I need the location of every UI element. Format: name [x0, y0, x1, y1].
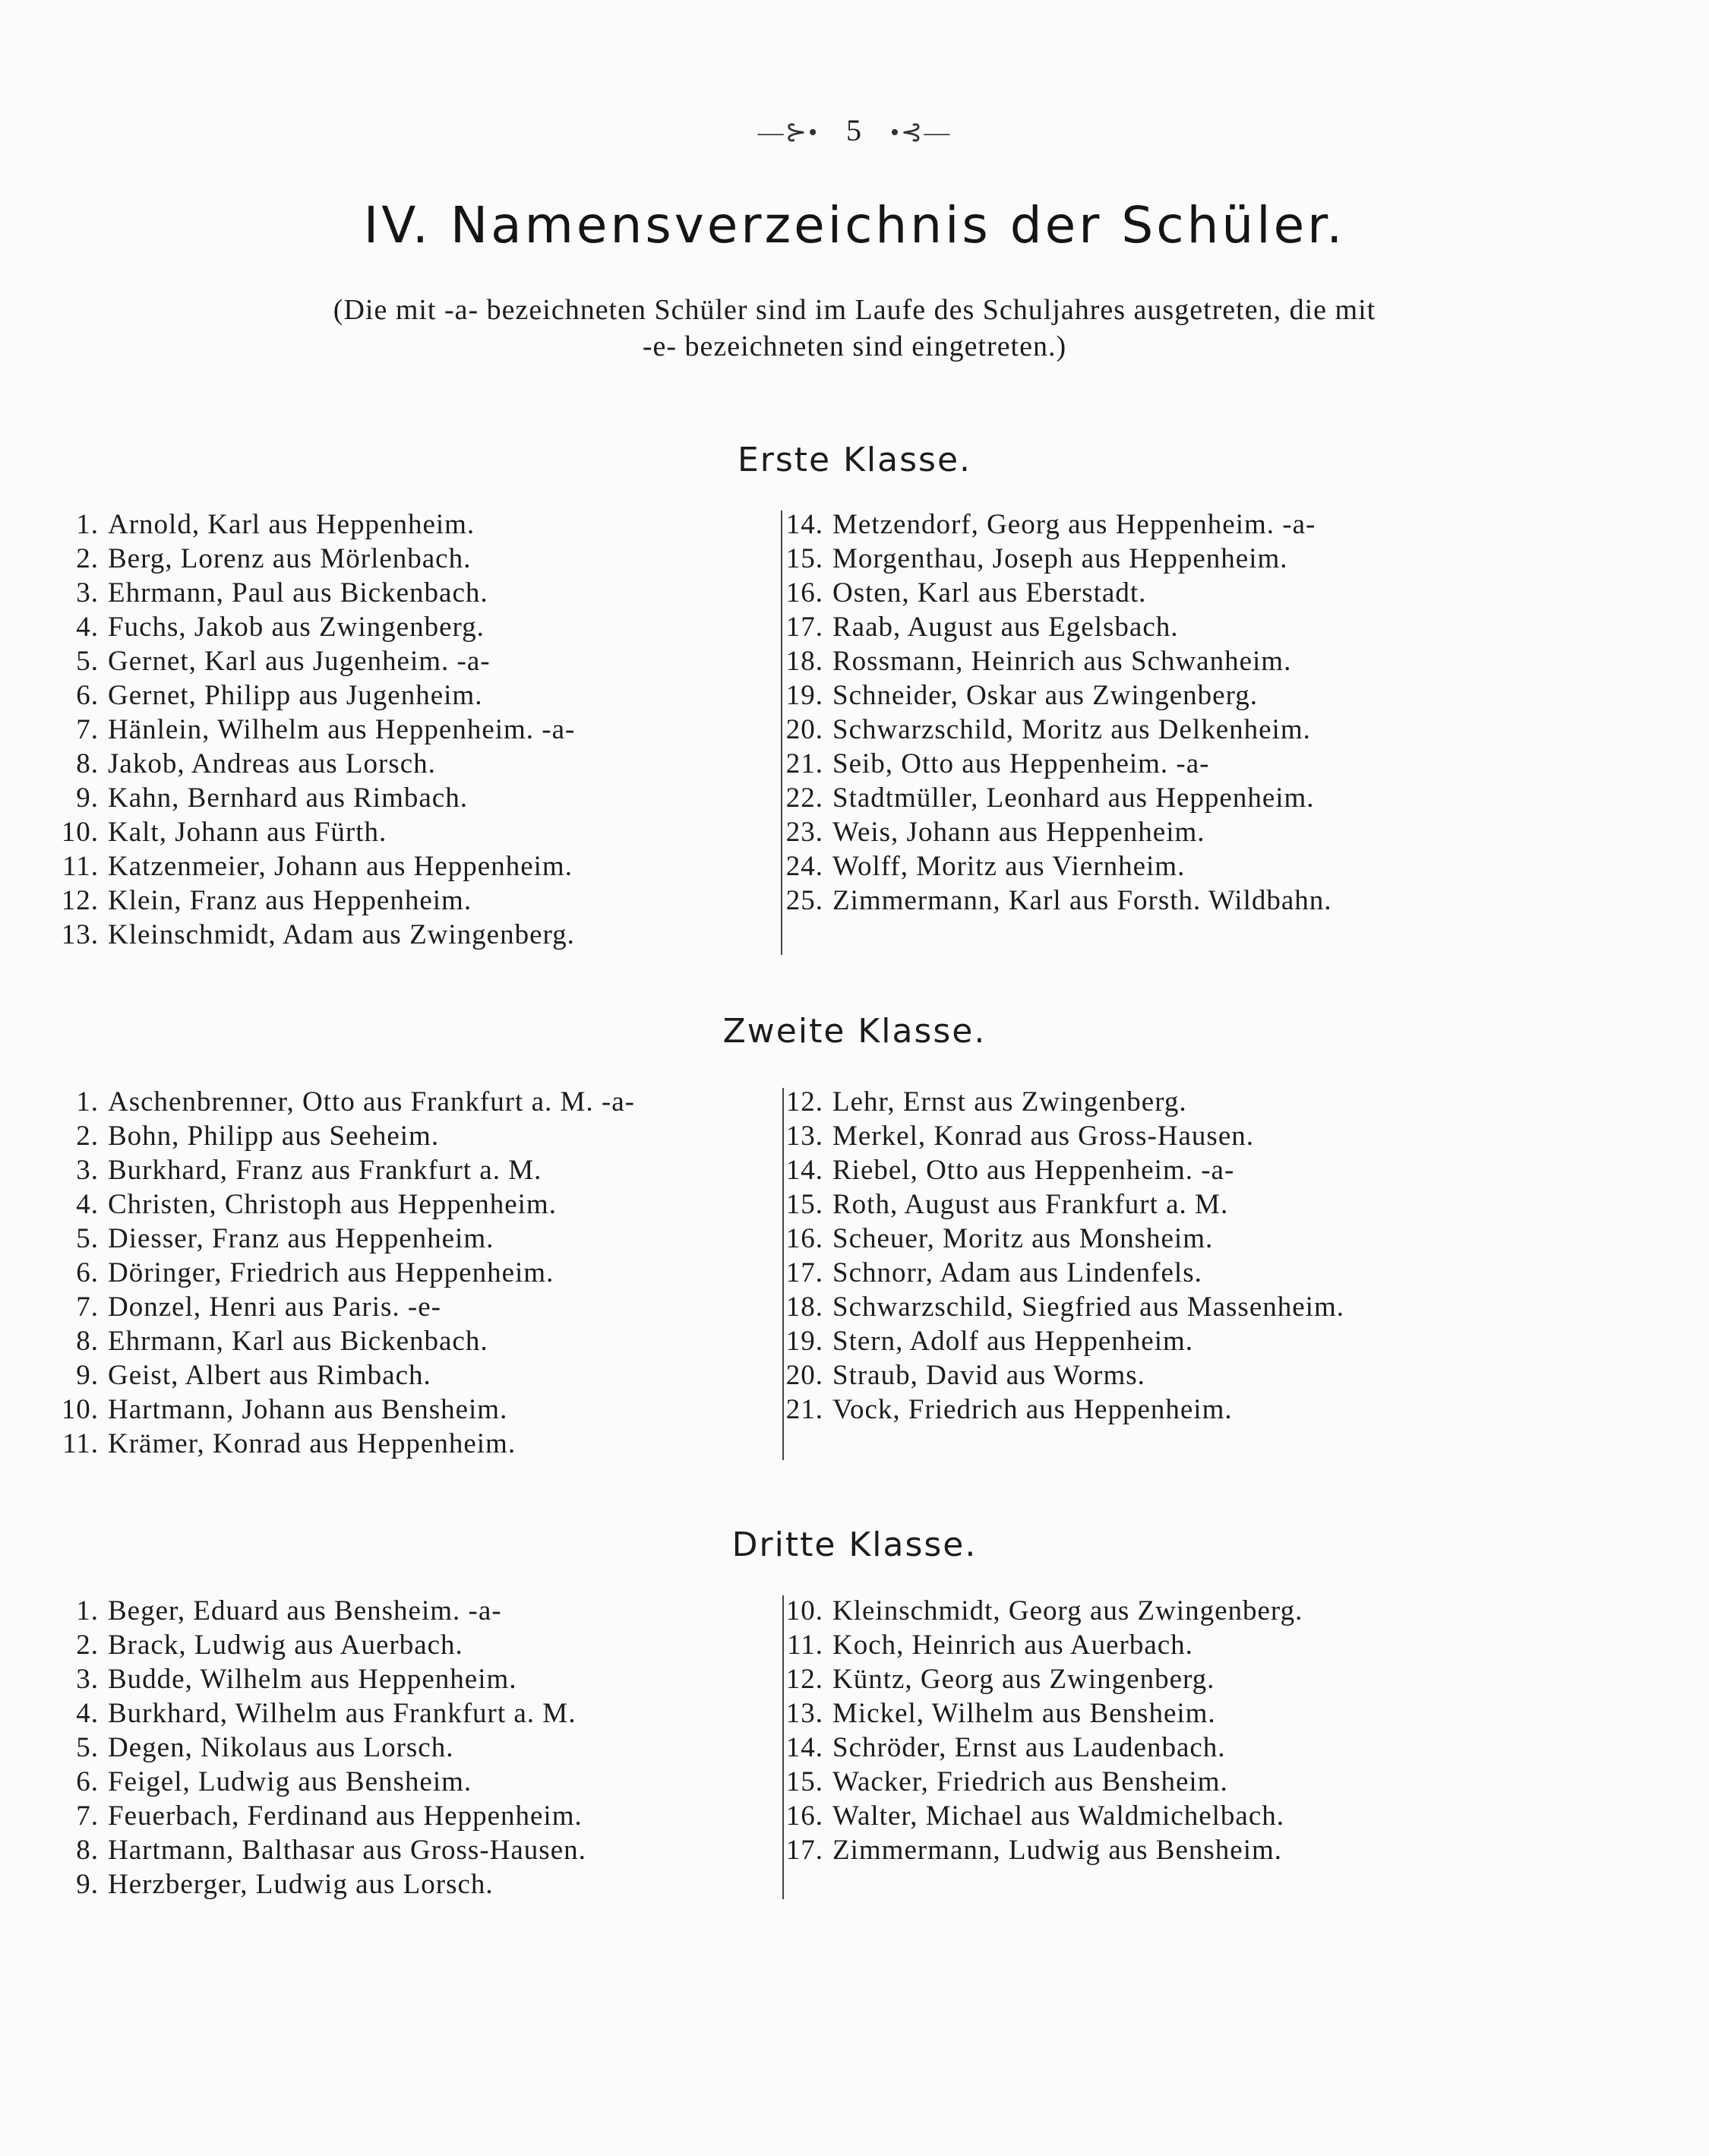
student-name: Brack, Ludwig aus Auerbach. [108, 1630, 463, 1661]
student-number: 9. [76, 1360, 99, 1391]
student-entry [46, 1731, 586, 1765]
student-name: Merkel, Konrad aus Gross-Hausen. [832, 1121, 1255, 1152]
student-entry [46, 1256, 635, 1290]
zweite-left-column [46, 1085, 635, 1461]
student-number: 16. [785, 1223, 823, 1254]
student-number: 3. [76, 1155, 99, 1186]
student-number: 18. [785, 1291, 823, 1323]
student-name: Metzendorf, Georg aus Heppenheim. -a- [832, 509, 1316, 540]
class-heading-zweite: Zweite Klasse. [722, 1012, 987, 1051]
student-entry [46, 747, 575, 781]
student-entry [761, 678, 1332, 713]
student-entry [46, 1222, 635, 1256]
student-name: Donzel, Henri aus Paris. -e- [108, 1291, 441, 1323]
student-number: 5. [76, 646, 99, 677]
student-number: 17. [785, 1257, 823, 1288]
student-number: 20. [785, 714, 823, 745]
student-name: Gernet, Philipp aus Jugenheim. [108, 680, 483, 711]
student-name: Straub, David aus Worms. [832, 1360, 1145, 1391]
student-name: Schnorr, Adam aus Lindenfels. [832, 1257, 1202, 1288]
student-number: 10. [61, 1394, 99, 1425]
student-entry [46, 781, 575, 815]
student-entry [46, 1799, 586, 1833]
student-name: Diesser, Franz aus Heppenheim. [108, 1223, 494, 1254]
student-entry [761, 1085, 1344, 1119]
ornament-left: —⊱• [757, 119, 819, 147]
student-number: 13. [61, 919, 99, 950]
student-entry [46, 1290, 635, 1324]
student-name: Herzberger, Ludwig aus Lorsch. [108, 1869, 494, 1900]
student-entry [761, 1358, 1344, 1393]
student-name: Lehr, Ernst aus Zwingenberg. [832, 1086, 1187, 1118]
student-number: 12. [785, 1664, 823, 1695]
dritte-left-column [46, 1594, 586, 1902]
student-name: Bohn, Philipp aus Seeheim. [108, 1121, 440, 1152]
student-entry [46, 610, 575, 644]
student-name: Kleinschmidt, Georg aus Zwingenberg. [832, 1595, 1303, 1626]
student-number: 21. [785, 1394, 823, 1425]
student-number: 25. [785, 885, 823, 916]
student-name: Berg, Lorenz aus Mörlenbach. [108, 543, 472, 574]
student-name: Budde, Wilhelm aus Heppenheim. [108, 1664, 517, 1695]
student-entry [761, 1799, 1303, 1833]
student-entry [761, 1153, 1344, 1187]
student-name: Seib, Otto aus Heppenheim. -a- [832, 748, 1210, 779]
student-name: Riebel, Otto aus Heppenheim. -a- [832, 1155, 1235, 1186]
student-number: 1. [76, 1595, 99, 1626]
student-name: Hänlein, Wilhelm aus Heppenheim. -a- [108, 714, 576, 745]
student-number: 17. [785, 612, 823, 643]
student-entry [46, 815, 575, 849]
student-entry [761, 1290, 1344, 1324]
page-number-line [0, 112, 1709, 148]
class-heading-erste: Erste Klasse. [737, 441, 972, 479]
student-entry [761, 1222, 1344, 1256]
student-number: 16. [785, 577, 823, 609]
student-number: 3. [76, 577, 99, 609]
student-number: 13. [785, 1121, 823, 1152]
student-entry [761, 815, 1332, 849]
student-name: Wolff, Moritz aus Viernheim. [832, 851, 1186, 882]
student-entry [761, 849, 1332, 884]
student-name: Weis, Johann aus Heppenheim. [832, 817, 1205, 848]
student-name: Walter, Michael aus Waldmichelbach. [832, 1800, 1285, 1832]
student-entry [46, 1427, 635, 1461]
student-entry [46, 1662, 586, 1696]
student-entry [46, 1393, 635, 1427]
student-name: Osten, Karl aus Eberstadt. [832, 577, 1147, 609]
student-number: 3. [76, 1664, 99, 1695]
student-name: Feigel, Ludwig aus Bensheim. [108, 1766, 472, 1797]
zweite-right-column [761, 1085, 1344, 1427]
student-name: Roth, August aus Frankfurt a. M. [832, 1189, 1229, 1220]
student-number: 9. [76, 1869, 99, 1900]
student-entry [46, 1696, 586, 1731]
student-number: 24. [785, 851, 823, 882]
student-name: Arnold, Karl aus Heppenheim. [108, 509, 475, 540]
student-entry [761, 507, 1332, 542]
student-name: Döringer, Friedrich aus Heppenheim. [108, 1257, 554, 1288]
student-name: Jakob, Andreas aus Lorsch. [108, 748, 436, 779]
student-number: 8. [76, 1326, 99, 1357]
student-number: 21. [785, 748, 823, 779]
dritte-right-column [761, 1594, 1303, 1867]
student-entry [46, 1085, 635, 1119]
student-entry [761, 1662, 1303, 1696]
student-number: 18. [785, 646, 823, 677]
student-name: Küntz, Georg aus Zwingenberg. [832, 1664, 1215, 1695]
student-name: Katzenmeier, Johann aus Heppenheim. [108, 851, 573, 882]
student-number: 2. [76, 1630, 99, 1661]
student-name: Fuchs, Jakob aus Zwingenberg. [108, 612, 485, 643]
student-name: Morgenthau, Joseph aus Heppenheim. [832, 543, 1288, 574]
student-number: 8. [76, 1835, 99, 1866]
student-name: Krämer, Konrad aus Heppenheim. [108, 1428, 516, 1459]
student-number: 11. [62, 1428, 99, 1459]
erste-right-column [761, 507, 1332, 918]
student-number: 8. [76, 748, 99, 779]
student-name: Kleinschmidt, Adam aus Zwingenberg. [108, 919, 575, 950]
student-entry [46, 1833, 586, 1867]
student-number: 23. [785, 817, 823, 848]
student-number: 6. [76, 1257, 99, 1288]
student-name: Ehrmann, Paul aus Bickenbach. [108, 577, 488, 609]
student-name: Schwarzschild, Siegfried aus Massenheim. [832, 1291, 1344, 1323]
page-title: IV. Namensverzeichnis der Schüler. [363, 196, 1346, 254]
student-name: Schwarzschild, Moritz aus Delkenheim. [832, 714, 1311, 745]
student-number: 13. [785, 1698, 823, 1729]
student-name: Hartmann, Johann aus Bensheim. [108, 1394, 508, 1425]
student-number: 4. [76, 612, 99, 643]
student-number: 15. [785, 1189, 823, 1220]
student-entry [761, 713, 1332, 747]
student-number: 5. [76, 1223, 99, 1254]
student-number: 1. [76, 1086, 99, 1118]
legend-note [0, 292, 1709, 365]
student-name: Vock, Friedrich aus Heppenheim. [832, 1394, 1233, 1425]
student-entry [46, 678, 575, 713]
student-name: Beger, Eduard aus Bensheim. -a- [108, 1595, 502, 1626]
student-number: 9. [76, 782, 99, 814]
student-entry [46, 849, 575, 884]
student-number: 14. [785, 1732, 823, 1763]
student-number: 2. [76, 543, 99, 574]
student-number: 17. [785, 1835, 823, 1866]
student-entry [46, 713, 575, 747]
student-name: Stadtmüller, Leonhard aus Heppenheim. [832, 782, 1315, 814]
student-entry [761, 1393, 1344, 1427]
class-heading-dritte: Dritte Klasse. [731, 1525, 978, 1564]
student-entry [46, 576, 575, 610]
student-number: 14. [785, 1155, 823, 1186]
student-entry [761, 1256, 1344, 1290]
student-name: Koch, Heinrich aus Auerbach. [832, 1630, 1193, 1661]
student-name: Scheuer, Moritz aus Monsheim. [832, 1223, 1214, 1254]
student-name: Stern, Adolf aus Heppenheim. [832, 1326, 1193, 1357]
student-name: Mickel, Wilhelm aus Bensheim. [832, 1698, 1216, 1729]
student-entry [761, 884, 1332, 918]
student-number: 10. [785, 1595, 823, 1626]
student-number: 12. [785, 1086, 823, 1118]
student-entry [761, 1119, 1344, 1153]
student-entry [46, 542, 575, 576]
student-entry [761, 1731, 1303, 1765]
student-number: 12. [61, 885, 99, 916]
student-number: 6. [76, 1766, 99, 1797]
student-number: 19. [785, 680, 823, 711]
student-entry [761, 781, 1332, 815]
student-entry [46, 1119, 635, 1153]
student-number: 4. [76, 1698, 99, 1729]
student-entry [46, 644, 575, 678]
student-number: 7. [76, 714, 99, 745]
student-entry [761, 1594, 1303, 1628]
student-entry [46, 884, 575, 918]
student-number: 20. [785, 1360, 823, 1391]
student-number: 16. [785, 1800, 823, 1832]
student-number: 7. [76, 1291, 99, 1323]
student-number: 10. [61, 817, 99, 848]
legend-note-line-2: -e- bezeichneten sind eingetreten.) [642, 330, 1067, 362]
student-entry [761, 1765, 1303, 1799]
page-number: 5 [846, 113, 863, 147]
student-name: Hartmann, Balthasar aus Gross-Hausen. [108, 1835, 586, 1866]
student-number: 14. [785, 509, 823, 540]
student-name: Geist, Albert aus Rimbach. [108, 1360, 431, 1391]
student-number: 7. [76, 1800, 99, 1832]
student-name: Schröder, Ernst aus Laudenbach. [832, 1732, 1226, 1763]
student-name: Klein, Franz aus Heppenheim. [108, 885, 472, 916]
ornament-right: •⊰— [890, 119, 952, 147]
student-entry [761, 1324, 1344, 1358]
student-entry [46, 1765, 586, 1799]
student-name: Zimmermann, Ludwig aus Bensheim. [832, 1835, 1283, 1866]
student-entry [761, 1187, 1344, 1222]
student-entry [46, 1153, 635, 1187]
student-entry [46, 507, 575, 542]
student-number: 19. [785, 1326, 823, 1357]
student-number: 1. [76, 509, 99, 540]
student-name: Zimmermann, Karl aus Forsth. Wildbahn. [832, 885, 1332, 916]
student-entry [46, 1358, 635, 1393]
student-name: Kahn, Bernhard aus Rimbach. [108, 782, 468, 814]
student-entry [46, 1324, 635, 1358]
student-name: Raab, August aus Egelsbach. [832, 612, 1179, 643]
legend-note-line-1: (Die mit -a- bezeichneten Schüler sind im Laufe des Schuljahres ausgetreten, die mit [333, 294, 1376, 326]
student-entry [761, 542, 1332, 576]
student-entry [761, 644, 1332, 678]
student-entry [761, 1833, 1303, 1867]
student-number: 4. [76, 1189, 99, 1220]
student-name: Christen, Christoph aus Heppenheim. [108, 1189, 557, 1220]
student-name: Burkhard, Franz aus Frankfurt a. M. [108, 1155, 542, 1186]
student-number: 6. [76, 680, 99, 711]
student-entry [46, 1187, 635, 1222]
student-name: Rossmann, Heinrich aus Schwanheim. [832, 646, 1292, 677]
student-entry [46, 1594, 586, 1628]
student-name: Feuerbach, Ferdinand aus Heppenheim. [108, 1800, 583, 1832]
student-entry [46, 1628, 586, 1662]
student-entry [46, 1867, 586, 1902]
student-entry [761, 1628, 1303, 1662]
student-name: Degen, Nikolaus aus Lorsch. [108, 1732, 454, 1763]
student-number: 2. [76, 1121, 99, 1152]
student-name: Aschenbrenner, Otto aus Frankfurt a. M. -a- [108, 1086, 635, 1118]
student-entry [761, 1696, 1303, 1731]
student-number: 15. [785, 543, 823, 574]
student-name: Wacker, Friedrich aus Bensheim. [832, 1766, 1228, 1797]
student-name: Gernet, Karl aus Jugenheim. -a- [108, 646, 491, 677]
student-entry [761, 747, 1332, 781]
student-number: 15. [785, 1766, 823, 1797]
student-entry [46, 918, 575, 952]
student-entry [761, 610, 1332, 644]
erste-left-column [46, 507, 575, 952]
student-entry [761, 576, 1332, 610]
student-number: 11. [787, 1630, 823, 1661]
student-name: Burkhard, Wilhelm aus Frankfurt a. M. [108, 1698, 577, 1729]
student-name: Ehrmann, Karl aus Bickenbach. [108, 1326, 488, 1357]
student-number: 22. [785, 782, 823, 814]
student-name: Kalt, Johann aus Fürth. [108, 817, 387, 848]
student-number: 5. [76, 1732, 99, 1763]
student-name: Schneider, Oskar aus Zwingenberg. [832, 680, 1258, 711]
student-number: 11. [62, 851, 99, 882]
